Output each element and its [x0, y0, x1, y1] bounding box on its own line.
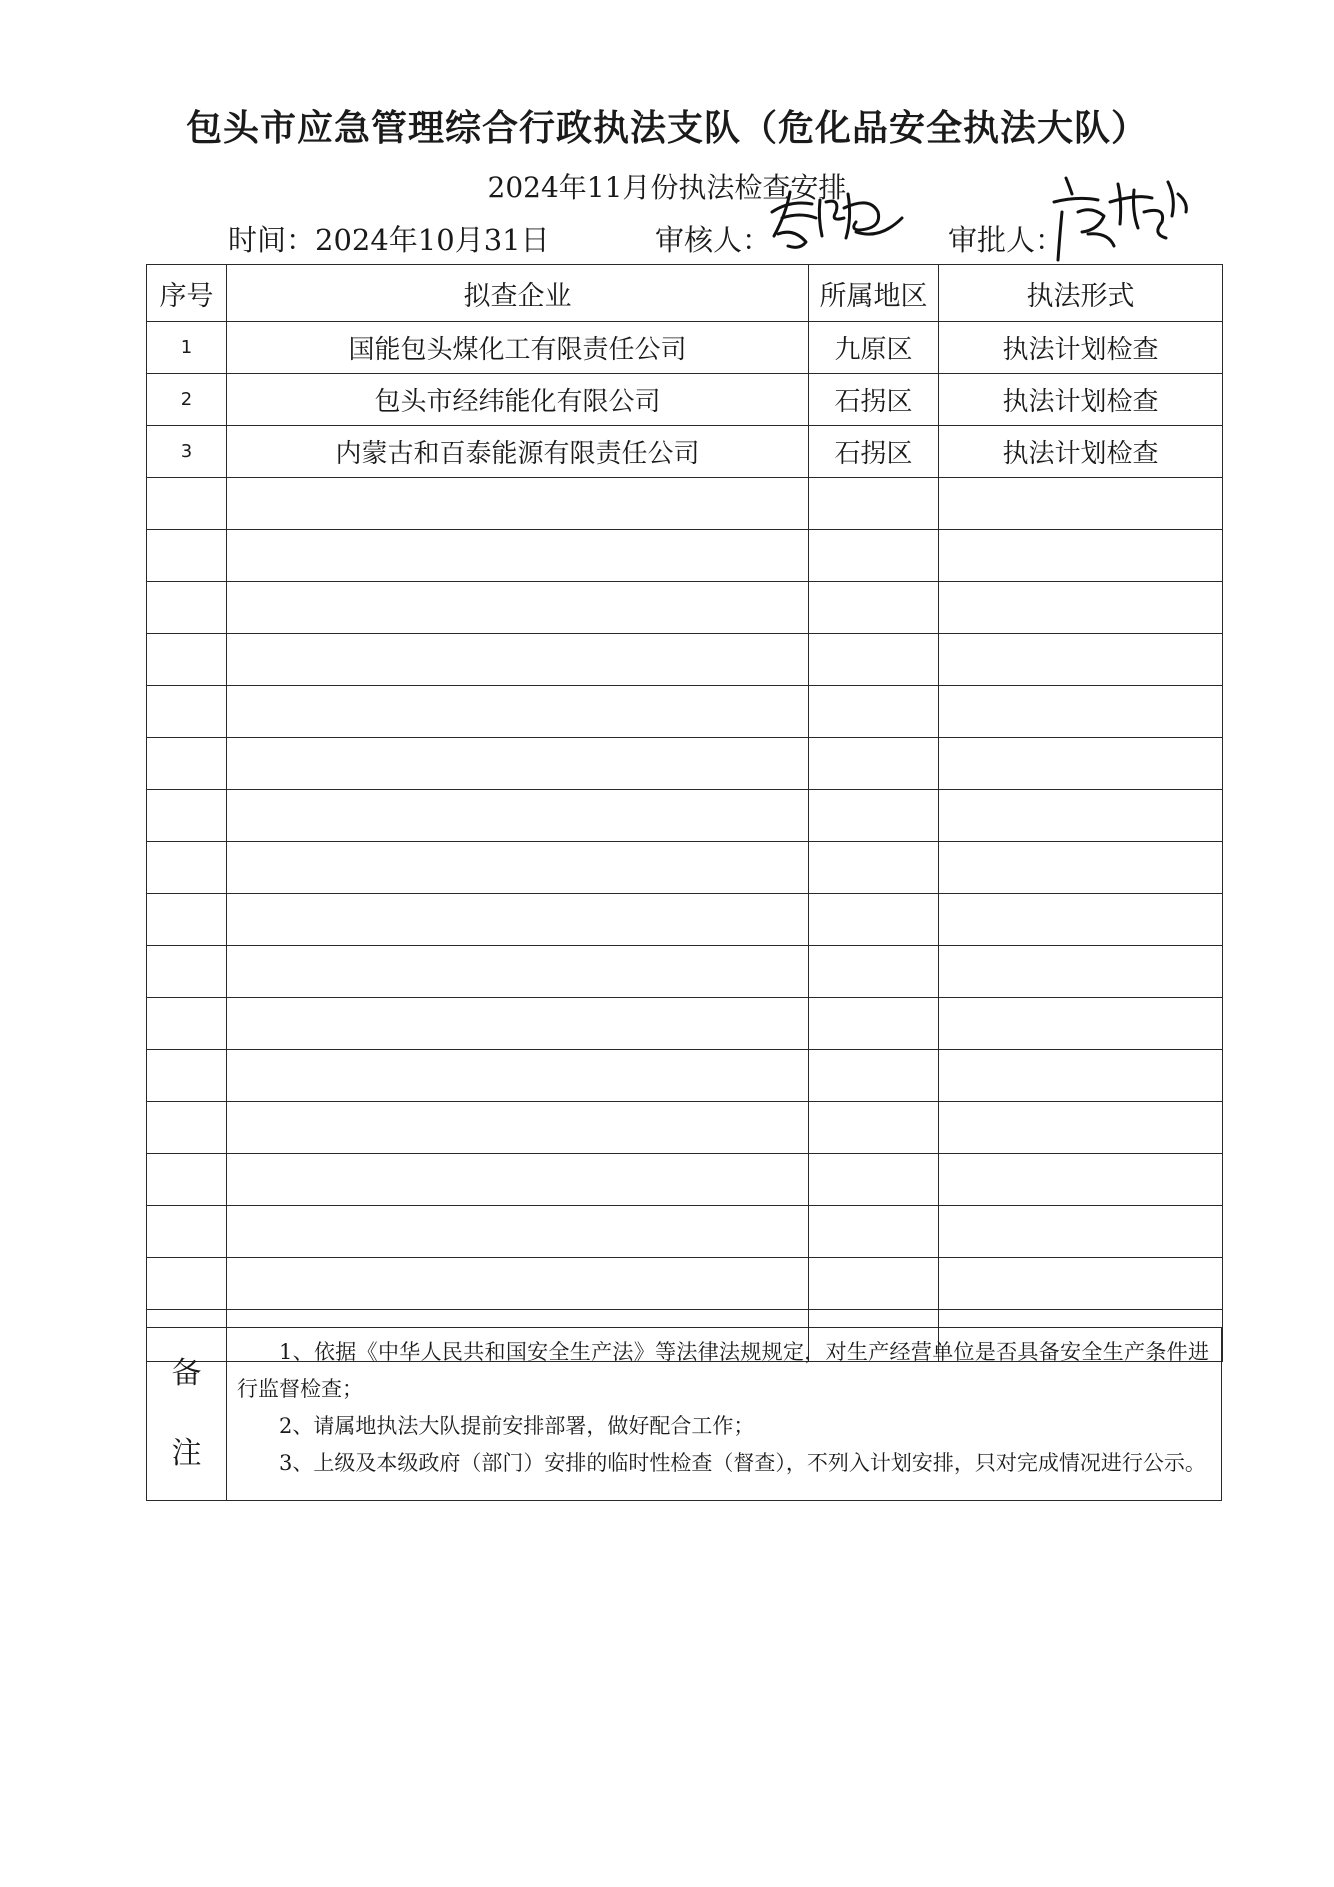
table-header-row	[147, 265, 1223, 322]
cell-district	[809, 1258, 939, 1310]
cell-form	[939, 1154, 1223, 1206]
cell-no	[147, 1206, 227, 1258]
table-row	[147, 738, 1223, 790]
cell-company	[227, 530, 809, 582]
cell-company	[227, 1154, 809, 1206]
document-title: 包头市应急管理综合行政执法支队（危化品安全执法大队）	[185, 108, 1148, 149]
cell-no: 1	[147, 322, 227, 374]
note-item: 3、上级及本级政府（部门）安排的临时性检查（督查），不列入计划安排，只对完成情况进行公示。	[279, 1451, 1206, 1475]
cell-form	[939, 946, 1223, 998]
cell-company	[227, 842, 809, 894]
cell-form	[939, 998, 1223, 1050]
cell-company	[227, 738, 809, 790]
document-subtitle: 2024年11月份执法检查安排	[487, 171, 847, 204]
table-row	[147, 478, 1223, 530]
cell-no: 2	[147, 374, 227, 426]
table-row	[147, 1154, 1223, 1206]
table-row	[147, 894, 1223, 946]
table-row	[147, 426, 1223, 478]
cell-no	[147, 1258, 227, 1310]
approver-label: 审批人：	[948, 223, 1065, 257]
table-row	[147, 1258, 1223, 1310]
cell-company	[227, 1206, 809, 1258]
cell-no	[147, 946, 227, 998]
cell-district	[809, 582, 939, 634]
inspection-plan-table	[146, 264, 1223, 1362]
cell-company	[227, 790, 809, 842]
table-row	[147, 1206, 1223, 1258]
header-form: 执法形式	[939, 265, 1223, 322]
cell-district	[809, 894, 939, 946]
cell-no	[147, 790, 227, 842]
reviewer-label: 审核人：	[655, 223, 772, 257]
cell-no	[147, 738, 227, 790]
cell-no	[147, 842, 227, 894]
cell-form: 执法计划检查	[939, 322, 1223, 374]
cell-form	[939, 738, 1223, 790]
cell-form	[939, 790, 1223, 842]
cell-form: 执法计划检查	[939, 426, 1223, 478]
table-row	[147, 998, 1223, 1050]
cell-company	[227, 998, 809, 1050]
cell-district	[809, 946, 939, 998]
cell-form	[939, 530, 1223, 582]
cell-district	[809, 634, 939, 686]
header-district: 所属地区	[809, 265, 939, 322]
cell-company	[227, 582, 809, 634]
cell-form	[939, 1050, 1223, 1102]
cell-no	[147, 1154, 227, 1206]
cell-district	[809, 1102, 939, 1154]
cell-district	[809, 530, 939, 582]
cell-company	[227, 1102, 809, 1154]
table-row	[147, 322, 1223, 374]
notes-label-char-2: 注	[171, 1436, 202, 1471]
table-row	[147, 686, 1223, 738]
table-row	[147, 946, 1223, 998]
cell-form	[939, 1102, 1223, 1154]
date-line: 时间：2024年10月31日	[228, 223, 550, 257]
cell-no	[147, 1050, 227, 1102]
cell-district: 石拐区	[809, 426, 939, 478]
cell-form	[939, 478, 1223, 530]
cell-district	[809, 842, 939, 894]
cell-district	[809, 478, 939, 530]
notes-label	[147, 1328, 227, 1500]
notes-label-char-1: 备	[171, 1356, 202, 1391]
cell-no	[147, 478, 227, 530]
cell-district	[809, 738, 939, 790]
header-company: 拟查企业	[227, 265, 809, 322]
cell-no	[147, 634, 227, 686]
cell-district	[809, 790, 939, 842]
table-row	[147, 582, 1223, 634]
cell-form	[939, 1258, 1223, 1310]
cell-no	[147, 1102, 227, 1154]
table-row	[147, 530, 1223, 582]
cell-company: 包头市经纬能化有限公司	[227, 374, 809, 426]
cell-company: 国能包头煤化工有限责任公司	[227, 322, 809, 374]
note-item: 2、请属地执法大队提前安排部署，做好配合工作；	[279, 1414, 755, 1438]
cell-company	[227, 686, 809, 738]
cell-district: 石拐区	[809, 374, 939, 426]
cell-district	[809, 1050, 939, 1102]
cell-company	[227, 634, 809, 686]
table-row	[147, 374, 1223, 426]
cell-no	[147, 530, 227, 582]
cell-form	[939, 842, 1223, 894]
cell-district: 九原区	[809, 322, 939, 374]
cell-no	[147, 686, 227, 738]
cell-district	[809, 998, 939, 1050]
header-no: 序号	[147, 265, 227, 322]
cell-company	[227, 478, 809, 530]
cell-company	[227, 946, 809, 998]
cell-no	[147, 894, 227, 946]
cell-district	[809, 1206, 939, 1258]
cell-form	[939, 1206, 1223, 1258]
cell-no	[147, 998, 227, 1050]
cell-form	[939, 894, 1223, 946]
table-row	[147, 790, 1223, 842]
table-row	[147, 1050, 1223, 1102]
cell-district	[809, 1154, 939, 1206]
cell-no	[147, 582, 227, 634]
table-row	[147, 634, 1223, 686]
notes-section	[146, 1327, 1222, 1501]
cell-company	[227, 1050, 809, 1102]
note-item: 1、依据《中华人民共和国安全生产法》等法律法规规定，对生产经营单位是否具备安全生产条件进行监督检查；	[237, 1340, 1209, 1401]
cell-company	[227, 1258, 809, 1310]
cell-company	[227, 894, 809, 946]
cell-form	[939, 686, 1223, 738]
cell-no: 3	[147, 426, 227, 478]
table-row	[147, 842, 1223, 894]
cell-form	[939, 582, 1223, 634]
table-row	[147, 1102, 1223, 1154]
cell-form	[939, 634, 1223, 686]
cell-district	[809, 686, 939, 738]
cell-company: 内蒙古和百泰能源有限责任公司	[227, 426, 809, 478]
cell-form: 执法计划检查	[939, 374, 1223, 426]
notes-body	[237, 1334, 1209, 1482]
